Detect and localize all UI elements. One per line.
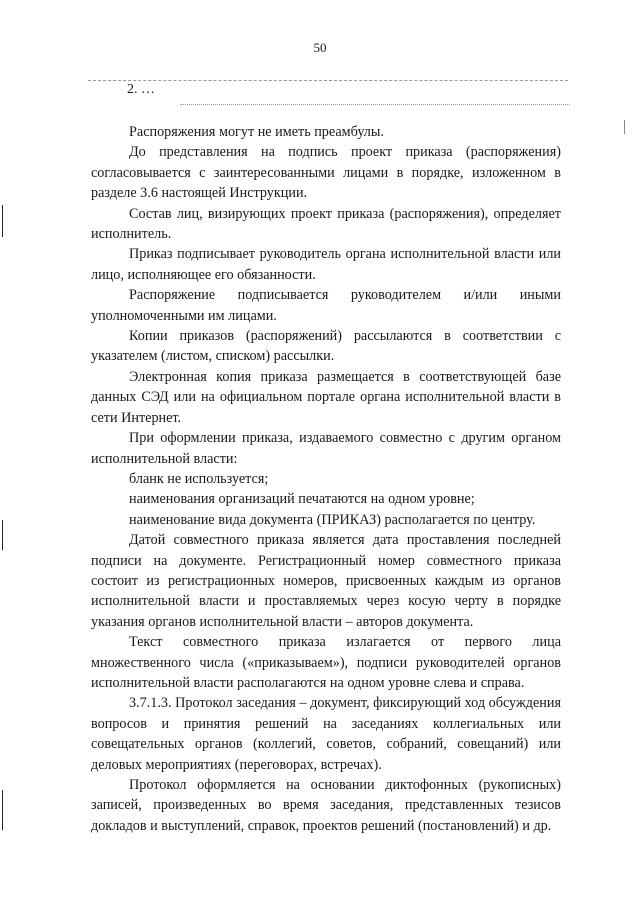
paragraph: До представления на подпись проект приказа (распоряжения) согласовывается с заинтересованными лицами в порядке, изложенном в разделе 3.6 настоящей Инструкции. — [91, 144, 561, 202]
paragraph: Состав лиц, визирующих проект приказа (распоряжения), определяет исполнитель. — [91, 205, 561, 243]
paragraph: Протокол оформляется на основании диктофонных (рукописных) записей, произведенных во время заседания, представленных тезисов докладов и выступлений, справок, проектов решений (постановлений) и др. — [91, 777, 561, 834]
page-number: 50 — [313, 40, 327, 55]
list-item: наименования организаций печатаются на одном уровне; — [129, 491, 475, 508]
document-body — [91, 122, 561, 836]
paragraph: Распоряжение подписывается руководителем и/или иными уполномоченными им лицами. — [91, 287, 561, 324]
continuation-marker: 2. … — [127, 82, 155, 97]
list-item: бланк не используется; — [129, 470, 269, 487]
paragraph: Распоряжения могут не иметь преамбулы. — [129, 124, 384, 140]
paragraph: Электронная копия приказа размещается в соответствующей базе данных СЭД или на официальном портале органа исполнительной власти в сети Интернет. — [91, 368, 561, 426]
list-item: наименование вида документа (ПРИКАЗ) располагается по центру. — [129, 511, 536, 528]
section-paragraph: 3.7.1.3. Протокол заседания – документ, фиксирующий ход обсуждения вопросов и принятия решений на заседаниях коллегиальных или совещательных органов (коллегий, советов, собраний, совещаний) или деловых мероприятиях (переговорах, встречах). — [91, 695, 561, 773]
right-margin-mark — [624, 120, 625, 134]
paragraph: При оформлении приказа, издаваемого совместно с другим органом исполнительной власти: — [91, 430, 561, 467]
paragraph: Копии приказов (распоряжений) рассылаются в соответствии с указателем (листом, списком) рассылки. — [91, 328, 561, 365]
left-margin-mark — [2, 790, 3, 830]
left-margin-mark — [2, 520, 3, 550]
paragraph: Текст совместного приказа излагается от первого лица множественного числа («приказываем»), подписи руководителей органов исполнительной власти располагаются на одном уровне слева и справа. — [91, 634, 561, 691]
paragraph: Датой совместного приказа является дата проставления последней подписи на документе. Регистрационный номер совместного приказа состоит из регистрационных номеров, присвоенных каждым из органов исполнительной власти и проставляемых через косую черту в порядке указания органов исполнительной власти – авторов документа. — [91, 532, 561, 630]
paragraph: Приказ подписывает руководитель органа исполнительной власти или лицо, исполняющее его обязанности. — [91, 246, 561, 283]
left-margin-mark — [2, 205, 3, 237]
scan-divider-bottom — [180, 104, 570, 105]
scan-divider-top — [88, 80, 568, 81]
